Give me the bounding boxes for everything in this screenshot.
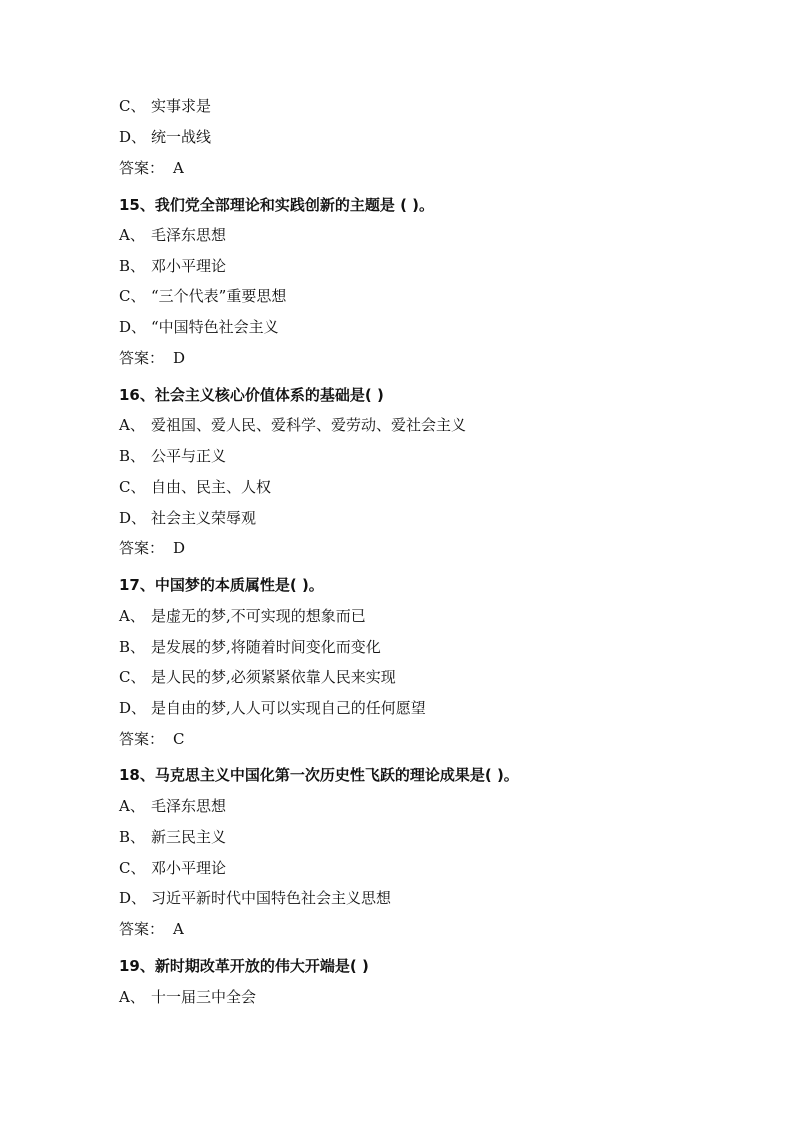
answer-label: 答案： (119, 349, 165, 367)
answer-line (119, 347, 185, 369)
answer-line (119, 537, 185, 559)
question-15: 15、我们党全部理论和实践创新的主题是 ( )。 (119, 196, 435, 214)
option-text: 邓小平理论 (151, 859, 227, 877)
question-19: 19、新时期改革开放的伟大开端是( ) (119, 957, 369, 975)
option-letter: A、 (119, 416, 145, 434)
option-letter: B、 (119, 257, 146, 275)
answer-label: 答案： (119, 920, 165, 938)
option-d (119, 887, 391, 909)
option-text: 毛泽东思想 (151, 797, 227, 815)
option-c (119, 666, 396, 688)
option-text: 自由、民主、人权 (151, 478, 272, 496)
option-text: 是自由的梦,人人可以实现自己的任何愿望 (151, 699, 426, 717)
option-letter: A、 (119, 797, 145, 815)
answer-label: 答案： (119, 730, 165, 748)
option-text: 公平与正义 (151, 447, 227, 465)
option-text: 统一战线 (151, 128, 212, 146)
option-text: 毛泽东思想 (151, 226, 227, 244)
question-17: 17、中国梦的本质属性是( )。 (119, 576, 324, 594)
option-c (119, 95, 211, 117)
option-letter: C、 (119, 97, 146, 115)
option-letter: D、 (119, 318, 147, 336)
answer-line (119, 918, 184, 940)
option-b (119, 826, 226, 848)
option-b (119, 636, 381, 658)
option-b (119, 255, 226, 277)
option-text: 十一届三中全会 (151, 988, 257, 1006)
option-letter: D、 (119, 699, 147, 717)
option-text: 邓小平理论 (151, 257, 227, 275)
option-a (119, 986, 256, 1008)
question-16: 16、社会主义核心价值体系的基础是( ) (119, 386, 384, 404)
option-text: “中国特色社会主义 (151, 318, 279, 336)
option-letter: A、 (119, 226, 145, 244)
option-text: 爱祖国、爱人民、爱科学、爱劳动、爱社会主义 (151, 416, 467, 434)
option-d (119, 507, 256, 529)
option-text: 习近平新时代中国特色社会主义思想 (151, 889, 392, 907)
option-text: 社会主义荣辱观 (151, 509, 257, 527)
answer-label: 答案： (119, 159, 165, 177)
question-18: 18、马克思主义中国化第一次历史性飞跃的理论成果是( )。 (119, 766, 519, 784)
option-a (119, 605, 366, 627)
option-a (119, 224, 226, 246)
option-letter: D、 (119, 889, 147, 907)
answer-value: C (173, 730, 185, 748)
option-letter: C、 (119, 478, 146, 496)
answer-value: D (173, 349, 186, 367)
option-letter: D、 (119, 509, 147, 527)
answer-value: D (173, 539, 186, 557)
option-a (119, 795, 226, 817)
option-b (119, 445, 226, 467)
answer-line (119, 728, 184, 750)
option-c (119, 476, 271, 498)
option-letter: B、 (119, 447, 146, 465)
option-letter: A、 (119, 607, 145, 625)
option-text: 是发展的梦,将随着时间变化而变化 (151, 638, 381, 656)
option-text: 是人民的梦,必须紧紧依靠人民来实现 (151, 668, 396, 686)
option-letter: B、 (119, 828, 146, 846)
option-c (119, 285, 286, 307)
option-d (119, 316, 279, 338)
answer-line (119, 157, 184, 179)
option-letter: C、 (119, 287, 146, 305)
option-text: 实事求是 (151, 97, 212, 115)
option-letter: B、 (119, 638, 146, 656)
answer-label: 答案： (119, 539, 165, 557)
option-c (119, 857, 226, 879)
option-d (119, 697, 426, 719)
option-text: 是虚无的梦,不可实现的想象而已 (151, 607, 366, 625)
option-letter: A、 (119, 988, 145, 1006)
option-text: 新三民主义 (151, 828, 227, 846)
option-a (119, 414, 466, 436)
option-d (119, 126, 211, 148)
option-letter: C、 (119, 859, 146, 877)
option-letter: C、 (119, 668, 146, 686)
option-text: “三个代表”重要思想 (151, 287, 287, 305)
option-letter: D、 (119, 128, 147, 146)
answer-value: A (173, 159, 184, 177)
answer-value: A (173, 920, 184, 938)
